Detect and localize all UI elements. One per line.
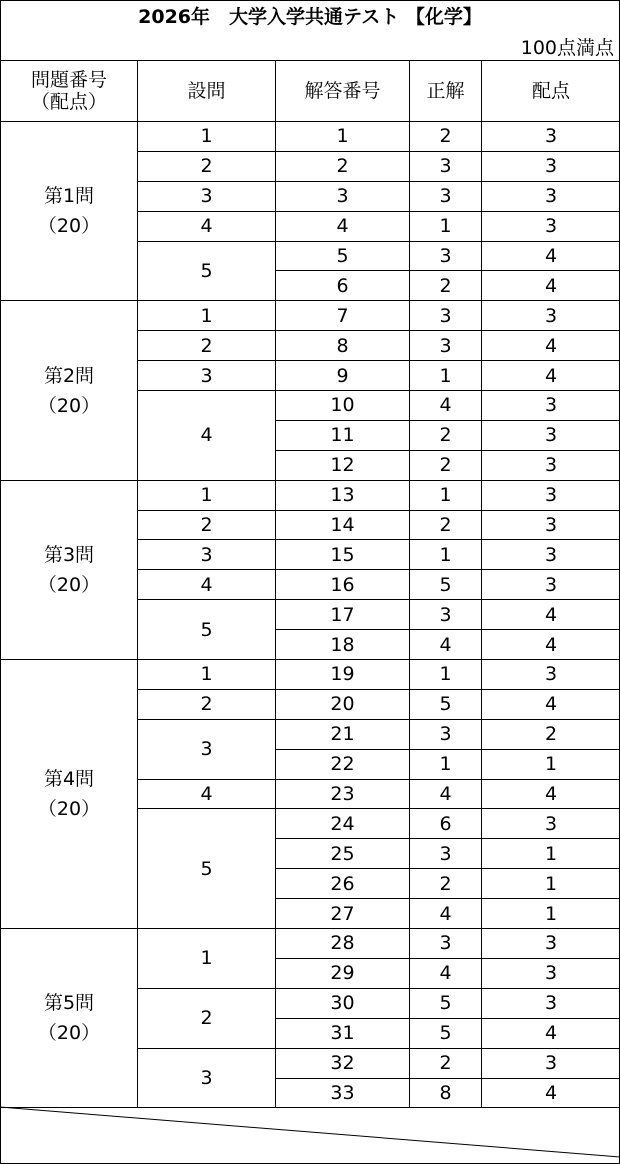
header-row	[1, 61, 620, 122]
question-cell	[1, 301, 138, 480]
answer-no-cell: 3	[276, 181, 410, 211]
sub-question-cell: 1	[138, 660, 276, 690]
sub-question-cell: 5	[138, 809, 276, 929]
points-cell: 3	[482, 450, 620, 480]
answer-no-cell: 1	[276, 122, 410, 152]
table-row	[1, 480, 620, 510]
correct-answer-cell: 3	[410, 301, 482, 331]
sub-question-cell: 3	[138, 719, 276, 779]
correct-answer-cell: 2	[410, 510, 482, 540]
answer-no-cell: 13	[276, 480, 410, 510]
answer-no-cell: 10	[276, 391, 410, 421]
answer-no-cell: 20	[276, 689, 410, 719]
sub-question-cell: 3	[138, 181, 276, 211]
answer-no-cell: 9	[276, 361, 410, 391]
answer-no-cell: 33	[276, 1078, 410, 1108]
answer-no-cell: 32	[276, 1048, 410, 1078]
correct-answer-cell: 4	[410, 779, 482, 809]
answer-no-cell: 22	[276, 749, 410, 779]
points-cell: 3	[482, 181, 620, 211]
points-cell: 3	[482, 1048, 620, 1078]
correct-answer-cell: 3	[410, 929, 482, 959]
points-cell: 3	[482, 151, 620, 181]
correct-answer-cell: 5	[410, 1018, 482, 1048]
points-cell: 3	[482, 301, 620, 331]
points-cell: 4	[482, 779, 620, 809]
points-cell: 4	[482, 600, 620, 630]
sub-question-cell: 4	[138, 570, 276, 600]
table-row	[1, 122, 620, 152]
correct-answer-cell: 4	[410, 899, 482, 929]
sub-question-cell: 1	[138, 480, 276, 510]
question-cell	[1, 122, 138, 301]
points-cell: 2	[482, 719, 620, 749]
question-cell	[1, 660, 138, 929]
points-cell: 1	[482, 899, 620, 929]
sub-question-cell: 5	[138, 600, 276, 660]
answer-no-cell: 12	[276, 450, 410, 480]
question-name: 第1問	[43, 185, 95, 208]
points-cell: 3	[482, 958, 620, 988]
correct-answer-cell: 2	[410, 122, 482, 152]
answer-no-cell: 4	[276, 211, 410, 241]
points-cell: 4	[482, 1018, 620, 1048]
points-cell: 3	[482, 510, 620, 540]
sub-question-cell: 4	[138, 211, 276, 241]
sub-question-cell: 2	[138, 689, 276, 719]
correct-answer-cell: 1	[410, 660, 482, 690]
page-title: 2026年 大学入学共通テスト 【化学】	[138, 6, 482, 28]
correct-answer-cell: 2	[410, 450, 482, 480]
answer-no-cell: 17	[276, 600, 410, 630]
question-points: （20）	[37, 573, 101, 596]
sub-question-cell: 2	[138, 331, 276, 361]
sub-question-cell: 3	[138, 361, 276, 391]
header-question-no	[1, 61, 138, 122]
correct-answer-cell: 3	[410, 600, 482, 630]
correct-answer-cell: 1	[410, 361, 482, 391]
correct-answer-cell: 5	[410, 570, 482, 600]
answer-no-cell: 26	[276, 869, 410, 899]
question-points: （20）	[37, 1022, 101, 1045]
question-name: 第5問	[43, 992, 95, 1015]
correct-answer-cell: 2	[410, 869, 482, 899]
answer-table-body	[1, 122, 620, 1108]
sub-question-cell: 1	[138, 301, 276, 331]
header-sub-question: 設問	[138, 61, 276, 122]
points-cell: 3	[482, 660, 620, 690]
sub-question-cell: 2	[138, 988, 276, 1048]
answer-no-cell: 14	[276, 510, 410, 540]
answer-no-cell: 27	[276, 899, 410, 929]
answer-no-cell: 30	[276, 988, 410, 1018]
points-cell: 3	[482, 540, 620, 570]
correct-answer-cell: 4	[410, 391, 482, 421]
correct-answer-cell: 3	[410, 241, 482, 271]
answer-table	[0, 60, 620, 1108]
correct-answer-cell: 3	[410, 331, 482, 361]
table-row	[1, 929, 620, 959]
points-cell: 3	[482, 929, 620, 959]
question-points: （20）	[37, 394, 101, 417]
points-cell: 4	[482, 1078, 620, 1108]
answer-no-cell: 24	[276, 809, 410, 839]
correct-answer-cell: 1	[410, 540, 482, 570]
answer-no-cell: 15	[276, 540, 410, 570]
points-cell: 1	[482, 749, 620, 779]
answer-no-cell: 8	[276, 331, 410, 361]
full-mark-label: 100点満点	[520, 37, 614, 59]
correct-answer-cell: 4	[410, 630, 482, 660]
sub-question-cell: 2	[138, 151, 276, 181]
header-points: 配点	[482, 61, 620, 122]
correct-answer-cell: 5	[410, 988, 482, 1018]
question-cell	[1, 929, 138, 1108]
table-row	[1, 301, 620, 331]
correct-answer-cell: 8	[410, 1078, 482, 1108]
correct-answer-cell: 2	[410, 420, 482, 450]
answer-no-cell: 5	[276, 241, 410, 271]
points-cell: 4	[482, 271, 620, 301]
answer-no-cell: 11	[276, 420, 410, 450]
question-cell	[1, 480, 138, 659]
sub-question-cell: 5	[138, 241, 276, 301]
sub-question-cell: 4	[138, 779, 276, 809]
correct-answer-cell: 3	[410, 181, 482, 211]
sub-question-cell: 1	[138, 122, 276, 152]
points-cell: 3	[482, 809, 620, 839]
answer-no-cell: 7	[276, 301, 410, 331]
question-name: 第3問	[43, 543, 95, 566]
question-name: 第4問	[43, 768, 95, 791]
points-cell: 4	[482, 630, 620, 660]
correct-answer-cell: 1	[410, 480, 482, 510]
sub-question-cell: 3	[138, 540, 276, 570]
points-cell: 3	[482, 391, 620, 421]
header-correct: 正解	[410, 61, 482, 122]
answer-no-cell: 18	[276, 630, 410, 660]
correct-answer-cell: 6	[410, 809, 482, 839]
header-question-no-line2: （配点）	[30, 91, 107, 113]
answer-no-cell: 31	[276, 1018, 410, 1048]
answer-no-cell: 2	[276, 151, 410, 181]
points-cell: 3	[482, 122, 620, 152]
sub-question-cell: 2	[138, 510, 276, 540]
correct-answer-cell: 4	[410, 958, 482, 988]
header-question-no-line1: 問題番号	[30, 69, 107, 91]
points-cell: 3	[482, 211, 620, 241]
points-cell: 4	[482, 241, 620, 271]
sub-question-cell: 3	[138, 1048, 276, 1108]
points-cell: 3	[482, 988, 620, 1018]
answer-no-cell: 25	[276, 839, 410, 869]
sub-question-cell: 4	[138, 391, 276, 481]
sub-question-cell: 1	[138, 929, 276, 989]
question-points: （20）	[37, 215, 101, 238]
footer-diagonal-line	[0, 1107, 620, 1157]
points-cell: 4	[482, 331, 620, 361]
answer-no-cell: 23	[276, 779, 410, 809]
answer-no-cell: 6	[276, 271, 410, 301]
correct-answer-cell: 3	[410, 151, 482, 181]
header-answer-no: 解答番号	[276, 61, 410, 122]
question-points: （20）	[37, 798, 101, 821]
blank-footer-row	[0, 1101, 620, 1163]
points-cell: 1	[482, 839, 620, 869]
points-cell: 1	[482, 869, 620, 899]
correct-answer-cell: 1	[410, 749, 482, 779]
answer-no-cell: 16	[276, 570, 410, 600]
points-cell: 4	[482, 689, 620, 719]
correct-answer-cell: 2	[410, 271, 482, 301]
answer-no-cell: 29	[276, 958, 410, 988]
correct-answer-cell: 1	[410, 211, 482, 241]
correct-answer-cell: 3	[410, 839, 482, 869]
answer-no-cell: 28	[276, 929, 410, 959]
points-cell: 3	[482, 570, 620, 600]
points-cell: 3	[482, 420, 620, 450]
table-row	[1, 660, 620, 690]
answer-no-cell: 19	[276, 660, 410, 690]
answer-no-cell: 21	[276, 719, 410, 749]
correct-answer-cell: 3	[410, 719, 482, 749]
points-cell: 3	[482, 480, 620, 510]
correct-answer-cell: 2	[410, 1048, 482, 1078]
correct-answer-cell: 5	[410, 689, 482, 719]
points-cell: 4	[482, 361, 620, 391]
question-name: 第2問	[43, 364, 95, 387]
